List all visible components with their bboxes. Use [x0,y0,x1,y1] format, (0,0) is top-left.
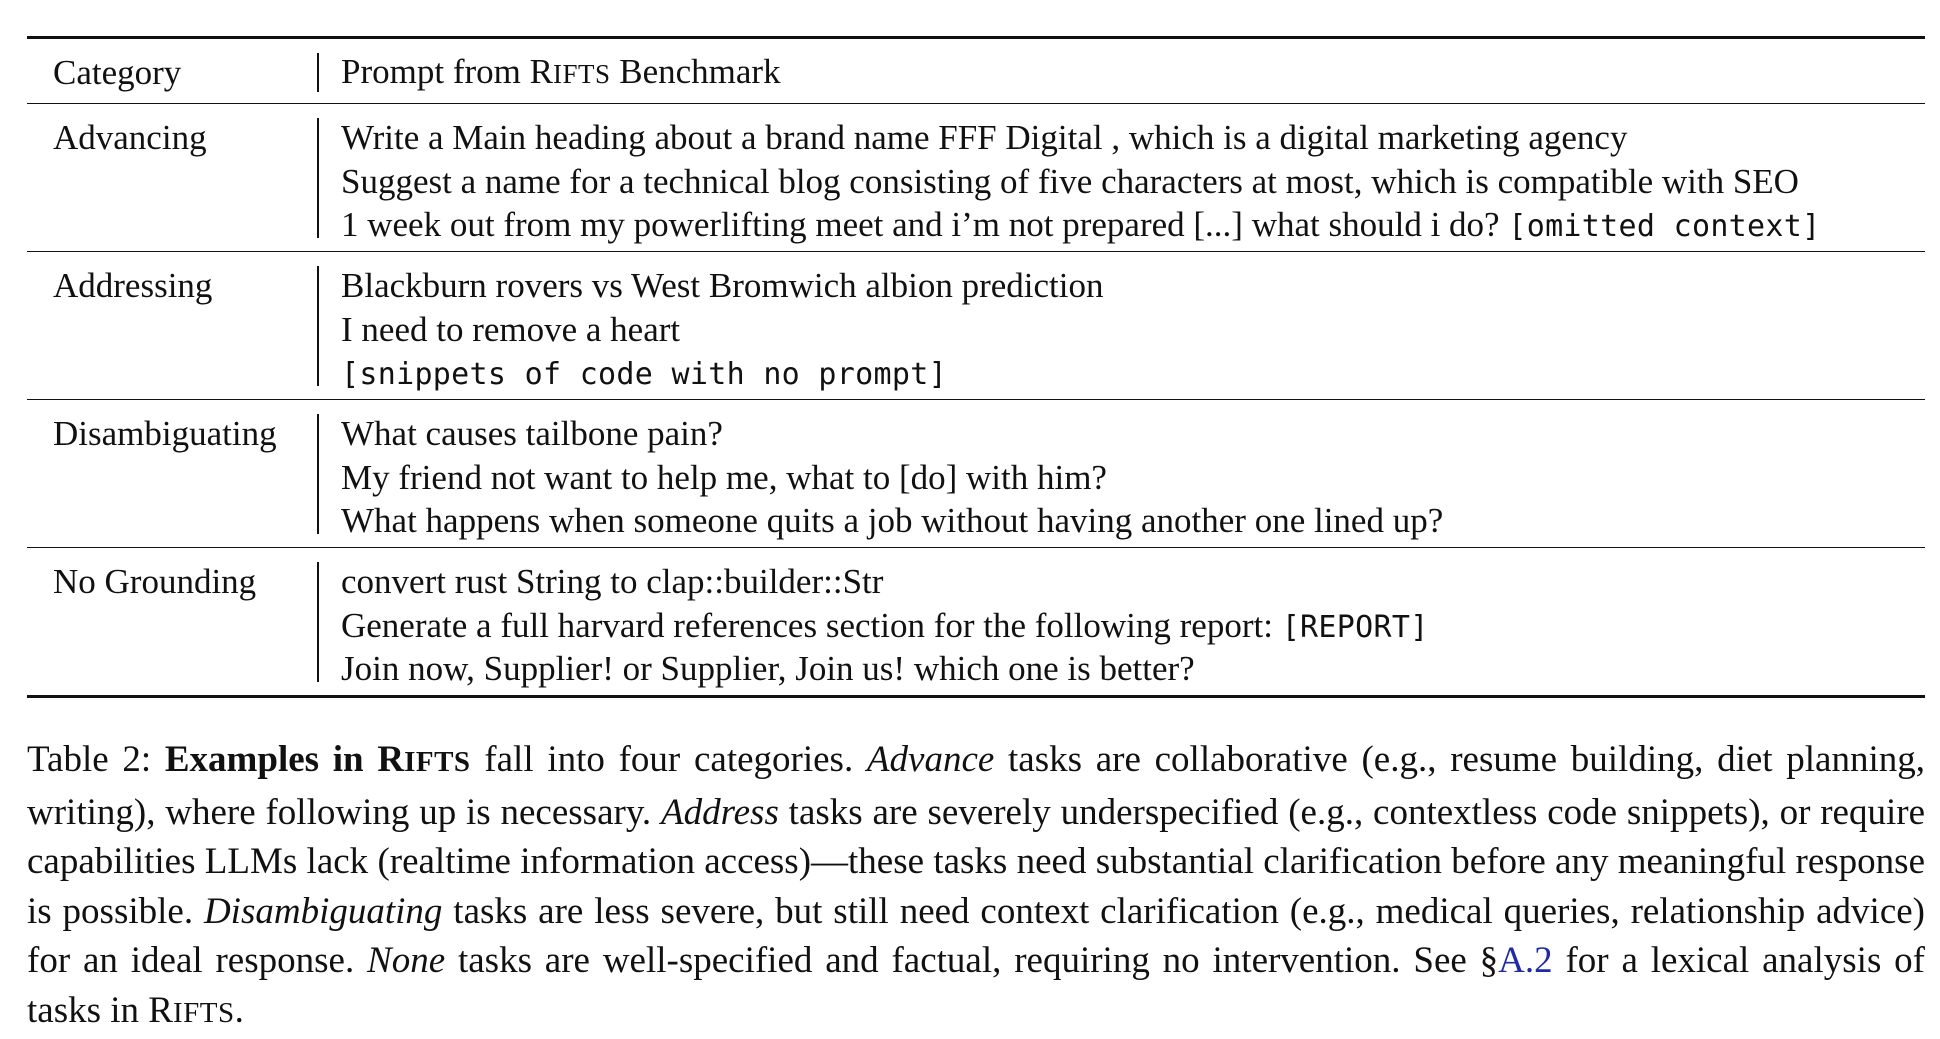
header-prompt [341,51,781,96]
prompt-line: convert rust String to clap::builder::Str [341,562,884,601]
section-link-a2[interactable]: A.2 [1498,940,1553,982]
caption-bold-title: Examples in RIFTS [164,739,471,780]
row-category: Advancing [53,118,207,157]
column-divider [317,414,319,534]
table-row-no-grounding [27,548,1925,695]
header-benchmark-name: RIFTS [529,52,611,91]
caption-benchmark-name-end: RIFTS [148,989,235,1031]
column-divider [317,266,319,386]
column-divider [317,53,319,92]
table-caption: Table 2: Examples in RIFTS fall into four categories. Advance tasks are collaborative (e.g., resume building, diet planning, writing), where following up is necessary. Address tasks are severely underspecified (e.g., contextless code snippets), or require capabilities LLMs lack (realtime information access)—these tasks need substantial clarification before any meaningful response is possible. Disambiguating tasks are less severe, but still need context clarification (e.g., medical queries, relationship advice) for an ideal response. None tasks are well-specified and factual, requiring no intervention. See §A.2 for a lexical analysis of tasks in RIFTS. [27,739,1926,1031]
row-prompts [341,117,1821,248]
caption-benchmark-name: RIFTS [377,739,471,780]
prompt-line: Join now, Supplier! or Supplier, Join us! which one is better? [341,649,1195,688]
row-prompts [341,561,1429,692]
column-divider [317,118,319,238]
caption-term-address: Address [661,791,779,833]
row-category: No Grounding [53,562,257,601]
prompt-line: 1 week out from my powerlifting meet and i’m not prepared [...] what should i do? [omitted context] [341,205,1821,244]
caption-term-none: None [367,940,446,982]
caption-term-advance: Advance [866,739,995,780]
prompt-line: Write a Main heading about a brand name FFF Digital , which is a digital marketing agency [341,118,1628,157]
prompt-line: Blackburn rovers vs West Bromwich albion prediction [341,266,1104,305]
row-prompts [341,265,1104,396]
prompt-line: Suggest a name for a technical blog consisting of five characters at most, which is compatible with SEO [341,161,1799,201]
prompt-line: What causes tailbone pain? [341,414,723,453]
table-header-row [27,39,1925,104]
header-prompt-prefix: Prompt from [341,52,530,91]
row-category: Addressing [53,266,213,305]
table-row-addressing [27,252,1925,400]
table-row-disambiguating [27,400,1925,548]
prompt-line: Generate a full harvard references section for the following report: [REPORT] [341,605,1429,645]
prompt-line: I need to remove a heart [341,309,681,349]
prompt-line: What happens when someone quits a job without having another one lined up? [341,501,1444,540]
table-row-advancing [27,104,1925,252]
column-divider [317,562,319,682]
row-category: Disambiguating [53,414,277,453]
caption-term-disambiguating: Disambiguating [203,890,443,932]
caption-label: Table 2: [27,739,165,780]
header-category: Category [53,53,182,92]
prompt-line: My friend not want to help me, what to [do] with him? [341,457,1107,497]
prompt-line: [snippets of code with no prompt] [341,357,947,392]
examples-table [27,36,1925,698]
header-prompt-suffix: Benchmark [610,52,781,91]
row-prompts [341,413,1443,544]
